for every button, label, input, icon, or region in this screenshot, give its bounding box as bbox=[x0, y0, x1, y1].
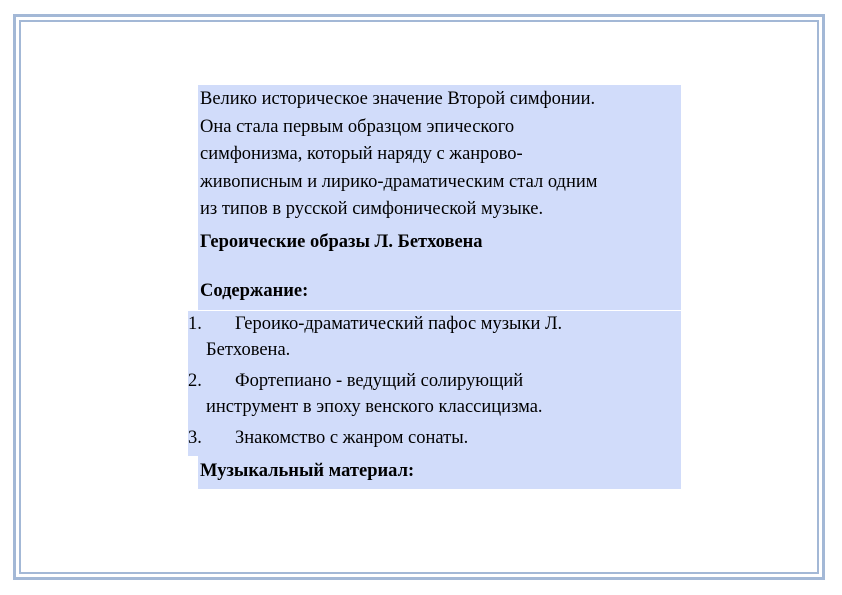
material-heading: Музыкальный материал: bbox=[200, 461, 415, 481]
intro-line-5: из типов в русской симфонической музыке. bbox=[200, 199, 544, 219]
list-item-text-cont: инструмент в эпоху венского классицизма. bbox=[206, 397, 543, 417]
intro-line-4: живописным и лирико-драматическим стал одним bbox=[200, 171, 598, 192]
text-block bbox=[198, 85, 681, 310]
intro-line-3: симфонизма, который наряду с жанрово- bbox=[200, 144, 523, 164]
list-item-text-cont: Бетховена. bbox=[206, 340, 291, 360]
topic-heading: Героические образы Л. Бетховена bbox=[200, 231, 483, 252]
list-item bbox=[188, 311, 681, 363]
intro-line-2: Она стала первым образцом эпического bbox=[200, 116, 515, 137]
list-item bbox=[188, 368, 681, 420]
contents-list bbox=[188, 311, 681, 456]
list-item-text: Героико-драматический пафос музыки Л. bbox=[235, 314, 563, 334]
list-item-text: Фортепиано - ведущий солирующий bbox=[235, 371, 524, 391]
list-item-text: Знакомство с жанром сонаты. bbox=[235, 428, 469, 448]
intro-line-1: Велико историческое значение Второй симфонии. bbox=[200, 89, 596, 109]
list-number: 3. bbox=[188, 428, 202, 448]
list-item bbox=[188, 425, 681, 451]
contents-heading: Содержание: bbox=[200, 280, 309, 301]
list-number: 2. bbox=[188, 371, 202, 391]
list-number: 1. bbox=[188, 314, 202, 334]
